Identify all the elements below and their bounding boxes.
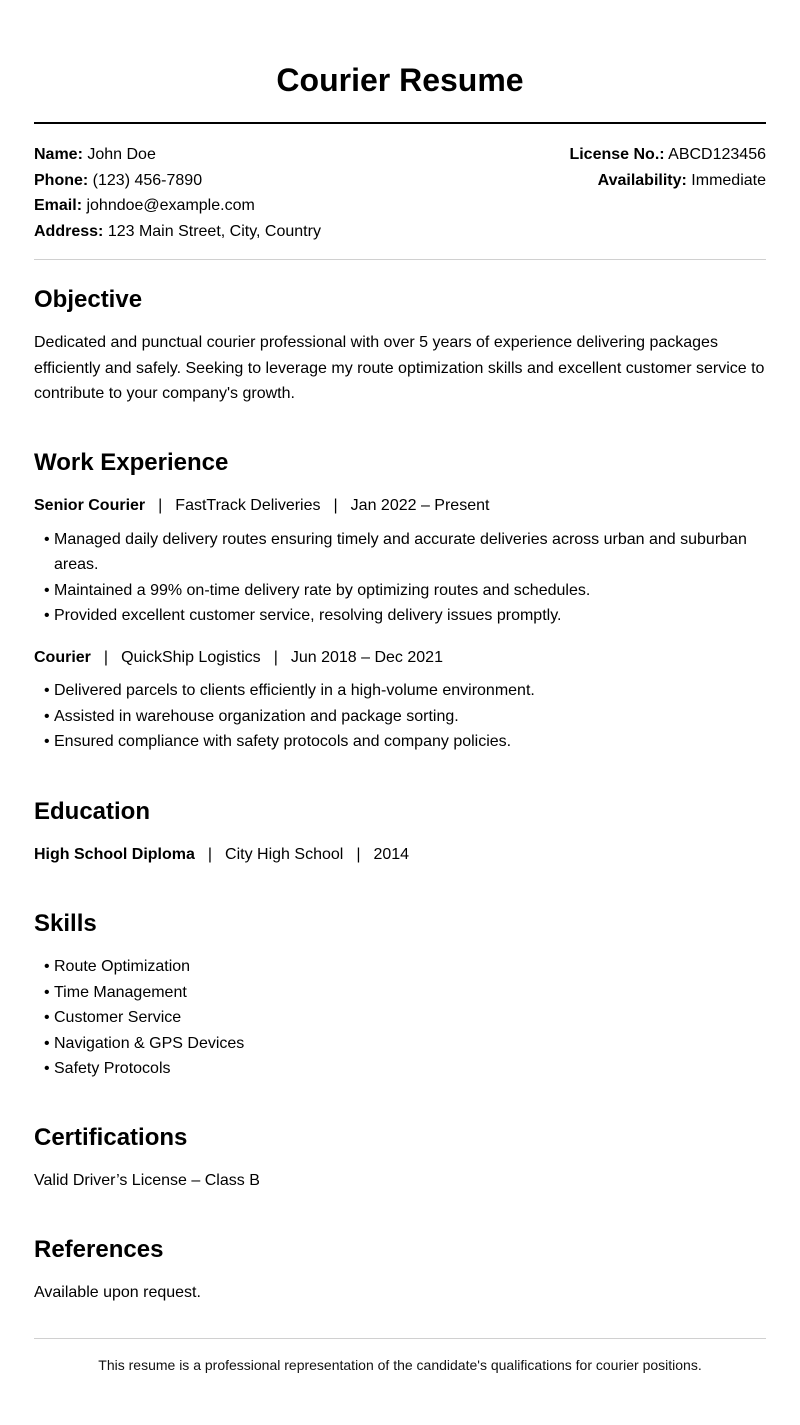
contact-divider (34, 259, 766, 260)
name-label: Name: (34, 146, 83, 163)
license-value: ABCD123456 (668, 146, 766, 163)
list-item: • Route Optimization (34, 954, 766, 980)
list-item: • Assisted in warehouse organization and package sorting. (34, 704, 766, 730)
references-section (34, 1235, 766, 1306)
availability-label: Availability: (597, 171, 687, 189)
contact-license (569, 142, 766, 168)
job-separator: | (158, 497, 163, 514)
phone-value: (123) 456-7890 (92, 171, 203, 189)
job-header (34, 645, 766, 671)
education-separator: | (356, 846, 361, 863)
skills-list (34, 954, 766, 1082)
job-header (34, 493, 766, 519)
objective-heading: Objective (34, 286, 143, 313)
page-title: Courier Resume (276, 62, 524, 98)
job-dates: Jan 2022 – Present (350, 497, 490, 514)
certifications-heading: Certifications (34, 1124, 188, 1151)
references-heading: References (34, 1236, 164, 1263)
phone-label: Phone: (34, 171, 89, 189)
contact-address (34, 219, 321, 245)
list-item: • Time Management (34, 980, 766, 1006)
education-school: City High School (225, 846, 344, 863)
contact-email (34, 193, 321, 219)
availability-value: Immediate (691, 171, 766, 189)
address-label: Address: (34, 222, 104, 240)
footer-divider (34, 1338, 766, 1339)
job-company: QuickShip Logistics (121, 648, 261, 666)
list-item: • Maintained a 99% on-time delivery rate by optimizing routes and schedules. (34, 578, 766, 604)
list-item: • Managed daily delivery routes ensuring timely and accurate deliveries across urban and suburban areas. (34, 527, 766, 578)
address-value: 123 Main Street, City, Country (107, 222, 321, 240)
job-separator: | (103, 648, 109, 666)
objective-section (34, 285, 766, 407)
list-item: • Ensured compliance with safety protocols and company policies. (34, 729, 766, 755)
certifications-text: Valid Driver’s License – Class B (34, 1172, 260, 1189)
experience-section (34, 448, 766, 755)
list-item: • Safety Protocols (34, 1056, 766, 1082)
footer-note: This resume is a professional representation of the candidate's qualifications for courier positions. (98, 1357, 702, 1373)
skills-section (34, 909, 766, 1082)
job-bullets (34, 527, 766, 629)
education-entry (34, 842, 766, 868)
job-separator: | (333, 497, 338, 514)
education-separator: | (207, 846, 213, 863)
references-text: Available upon request. (34, 1284, 201, 1301)
education-year: 2014 (373, 846, 410, 863)
job-company: FastTrack Deliveries (175, 497, 321, 514)
email-value: johndoe@example.com (86, 197, 255, 214)
job-bullets (34, 678, 766, 755)
title-divider (34, 122, 766, 124)
job-title: Courier (34, 648, 91, 666)
contact-left (34, 142, 321, 244)
objective-text: Dedicated and punctual courier professional with over 5 years of experience delivering packages efficiently and safely. Seeking to leverage my route optimization skills and excellent customer service to contribute to your company's growth. (34, 334, 765, 402)
job-title: Senior Courier (34, 497, 146, 514)
education-degree: High School Diploma (34, 846, 195, 863)
skills-heading: Skills (34, 910, 97, 937)
list-item: • Provided excellent customer service, resolving delivery issues promptly. (34, 603, 766, 629)
contact-name (34, 142, 321, 168)
experience-heading: Work Experience (34, 449, 229, 476)
contact-phone (34, 168, 321, 194)
job-dates: Jun 2018 – Dec 2021 (290, 648, 443, 666)
job-separator: | (273, 648, 278, 666)
education-heading: Education (34, 798, 151, 825)
list-item: • Customer Service (34, 1005, 766, 1031)
email-label: Email: (34, 197, 83, 214)
certifications-section (34, 1123, 766, 1194)
list-item: • Delivered parcels to clients efficiently in a high-volume environment. (34, 678, 766, 704)
license-label: License No.: (569, 146, 665, 163)
contact-right (569, 142, 766, 193)
contact-availability (569, 168, 766, 194)
education-section (34, 797, 766, 868)
list-item: • Navigation & GPS Devices (34, 1031, 766, 1057)
name-value: John Doe (87, 146, 156, 163)
